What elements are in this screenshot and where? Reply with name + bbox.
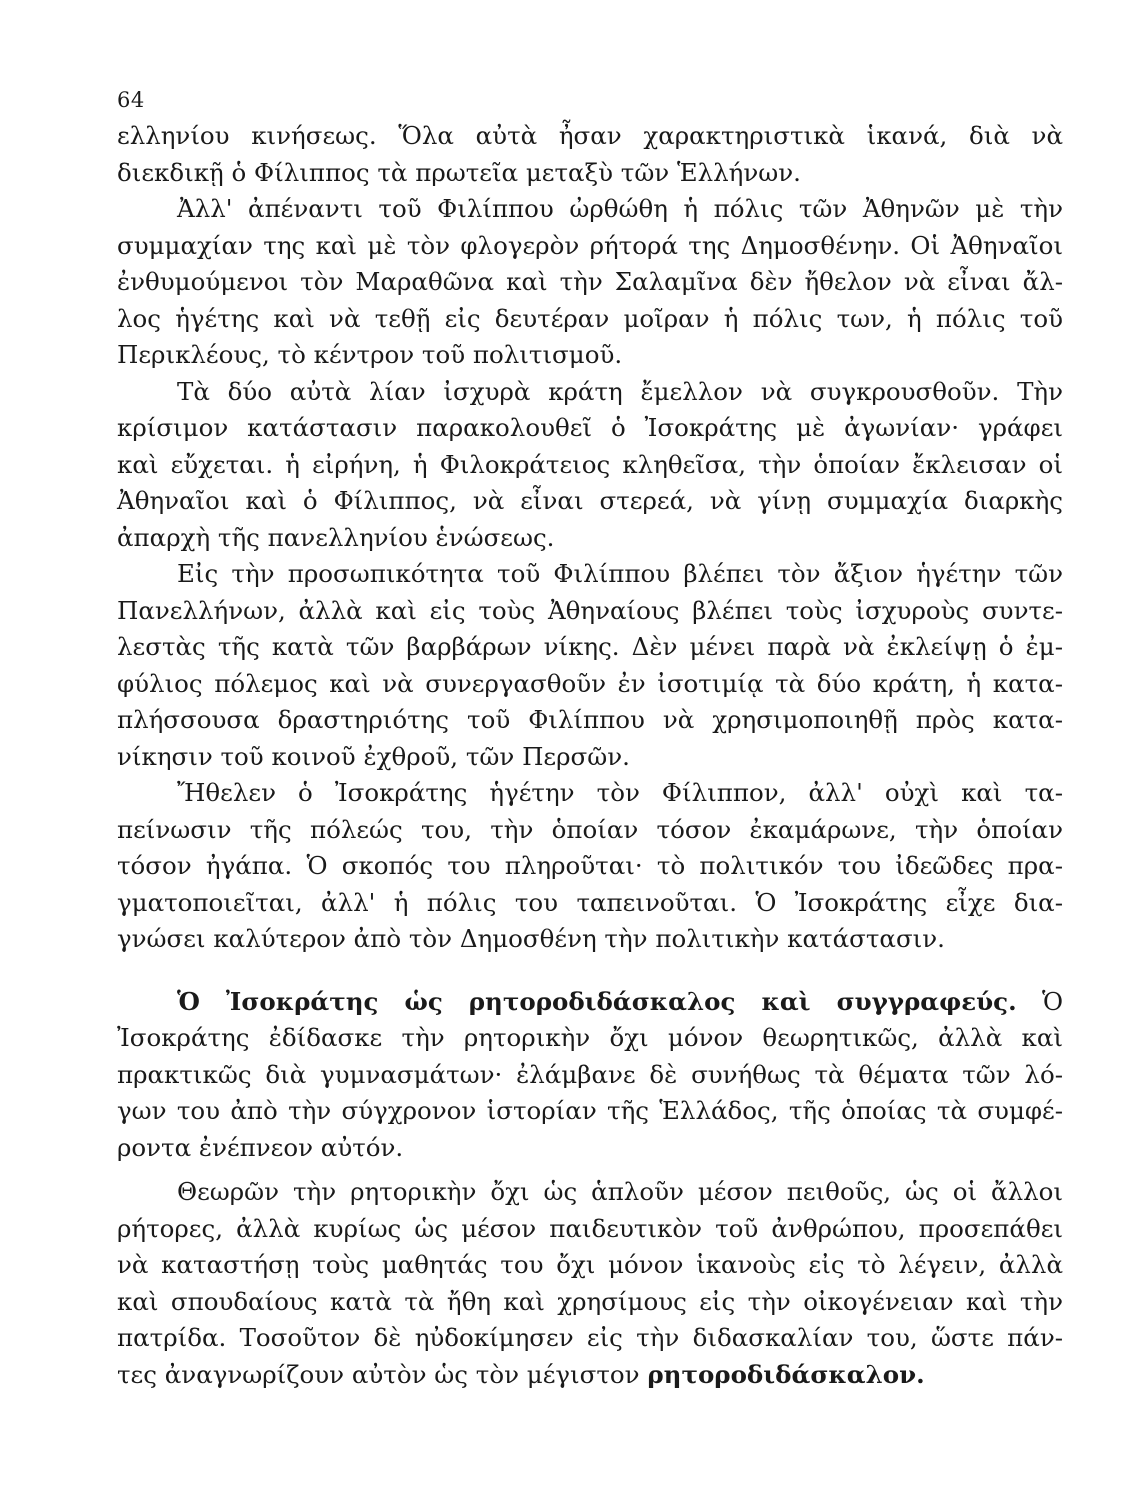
text-line: ἐνθυμούμενοι τὸν Μαραθῶνα καὶ τὴν Σαλαμῖνα δὲν ἤθελον νὰ εἶναι ἄλ- — [117, 267, 1063, 296]
text-fragment: τες ἀναγνωρίζουν αὐτὸν ὡς τὸν μέγιστον — [117, 1359, 640, 1389]
page-number: 64 — [117, 88, 145, 112]
text-line: καὶ σπουδαίους κατὰ τὰ ἤθη καὶ χρησίμους εἰς τὴν οἰκογένειαν καὶ τὴν — [117, 1286, 1063, 1316]
text-line: κρίσιμον κατάστασιν παρακολουθεῖ ὁ Ἰσοκράτης μὲ ἀγωνίαν· γράφει — [117, 413, 1063, 442]
text-line: καὶ εὔχεται. ἡ εἰρήνη, ἡ Φιλοκράτειος κληθεῖσα, τὴν ὁποίαν ἔκλεισαν οἱ — [117, 449, 1063, 479]
text-line: Εἰς τὴν προσωπικότητα τοῦ Φιλίππου βλέπει τὸν ἄξιον ἡγέτην τῶν — [177, 559, 1063, 588]
text-line: πλήσσουσα δραστηριότης τοῦ Φιλίππου νὰ χρησιμοποιηθῇ πρὸς κατα- — [117, 705, 1063, 734]
text-line: Περικλέους, τὸ κέντρον τοῦ πολιτισμοῦ. — [117, 340, 623, 369]
text-line: πατρίδα. Τοσοῦτον δὲ ηὐδοκίμησεν εἰς τὴν διδασκαλίαν του, ὥστε πάν- — [117, 1323, 1063, 1352]
text-line: ελληνίου κινήσεως. Ὅλα αὐτὰ ἦσαν χαρακτηριστικὰ ἱκανά, διὰ νὰ — [117, 121, 1063, 150]
text-line: φύλιος πόλεμος καὶ νὰ συνεργασθοῦν ἐν ἰσοτιμίᾳ τὰ δύο κράτη, ἡ κατα- — [117, 668, 1063, 698]
emphasized-word: ρητοροδιδάσκαλον. — [647, 1359, 925, 1389]
text-line: Ἰσοκράτης ἐδίδασκε τὴν ρητορικὴν ὄχι μόνον θεωρητικῶς, ἀλλὰ καὶ — [117, 1023, 1063, 1052]
text-line: Ἀθηναῖοι καὶ ὁ Φίλιππος, νὰ εἶναι στερεά, νὰ γίνῃ συμμαχία διαρκὴς — [117, 486, 1063, 515]
text-line: ροντα ἐνέπνεον αὐτόν. — [117, 1132, 404, 1162]
text-line: Ἤθελεν ὁ Ἰσοκράτης ἡγέτην τὸν Φίλιππον, ἀλλ' οὐχὶ καὶ τα- — [177, 778, 1063, 807]
body-text — [117, 118, 1063, 1393]
text-line: γματοποιεῖται, ἀλλ' ἡ πόλις του ταπεινοῦται. Ὁ Ἰσοκράτης εἶχε δια- — [117, 887, 1063, 917]
text-line: Ἀλλ' ἀπέναντι τοῦ Φιλίππου ὠρθώθη ἡ πόλις τῶν Ἀθηνῶν μὲ τὴν — [177, 194, 1063, 223]
text-line: νίκησιν τοῦ κοινοῦ ἐχθροῦ, τῶν Περσῶν. — [117, 741, 630, 771]
text-line: γνώσει καλύτερον ἀπὸ τὸν Δημοσθένη τὴν πολιτικὴν κατάστασιν. — [117, 924, 945, 953]
text-line: πρακτικῶς διὰ γυμνασμάτων· ἐλάμβανε δὲ συνήθως τὰ θέματα τῶν λό- — [117, 1059, 1063, 1089]
text-line: λος ἡγέτης καὶ νὰ τεθῇ εἰς δευτέραν μοῖραν ἡ πόλις των, ἡ πόλις τοῦ — [117, 303, 1063, 333]
text-line: λεστὰς τῆς κατὰ τῶν βαρβάρων νίκης. Δὲν μένει παρὰ νὰ ἐκλείψῃ ὁ ἐμ- — [117, 632, 1063, 661]
text-line: Θεωρῶν τὴν ρητορικὴν ὄχι ὡς ἁπλοῦν μέσον πειθοῦς, ὡς οἱ ἄλλοι — [177, 1177, 1063, 1206]
section-heading-line — [117, 984, 1063, 1021]
text-line: ρήτορες, ἀλλὰ κυρίως ὡς μέσον παιδευτικὸν τοῦ ἀνθρώπου, προσεπάθει — [117, 1213, 1063, 1243]
text-line: διεκδικῇ ὁ Φίλιππος τὰ πρωτεῖα μεταξὺ τῶν Ἑλλήνων. — [117, 157, 801, 187]
text-line: συμμαχίαν της καὶ μὲ τὸν φλογερὸν ρήτορά της Δημοσθένην. Οἱ Ἀθηναῖοι — [117, 230, 1063, 260]
text-line: τόσον ἠγάπα. Ὁ σκοπός του πληροῦται· τὸ πολιτικόν του ἰδεῶδες πρα- — [117, 851, 1063, 880]
text-line: Πανελλήνων, ἀλλὰ καὶ εἰς τοὺς Ἀθηναίους βλέπει τοὺς ἰσχυροὺς συντε- — [117, 595, 1063, 625]
text-line: γων του ἀπὸ τὴν σύγχρονον ἱστορίαν τῆς Ἑλλάδος, τῆς ὁποίας τὰ συμφέ- — [117, 1096, 1063, 1125]
text-line-last — [117, 1357, 1063, 1394]
text-line: ἀπαρχὴ τῆς πανελληνίου ἑνώσεως. — [117, 522, 555, 552]
heading-tail: Ὁ — [1041, 986, 1063, 1016]
text-line: Τὰ δύο αὐτὰ λίαν ἰσχυρὰ κράτη ἔμελλον νὰ συγκρουσθοῦν. Τὴν — [177, 376, 1063, 406]
text-line: πείνωσιν τῆς πόλεώς του, τὴν ὁποίαν τόσον ἐκαμάρωνε, τὴν ὁποίαν — [117, 814, 1063, 844]
section-heading: Ὁ Ἰσοκράτης ὡς ρητοροδιδάσκαλος καὶ συγγραφεύς. — [177, 986, 1017, 1016]
text-line: νὰ καταστήσῃ τοὺς μαθητάς του ὄχι μόνον ἱκανοὺς εἰς τὸ λέγειν, ἀλλὰ — [117, 1250, 1063, 1279]
